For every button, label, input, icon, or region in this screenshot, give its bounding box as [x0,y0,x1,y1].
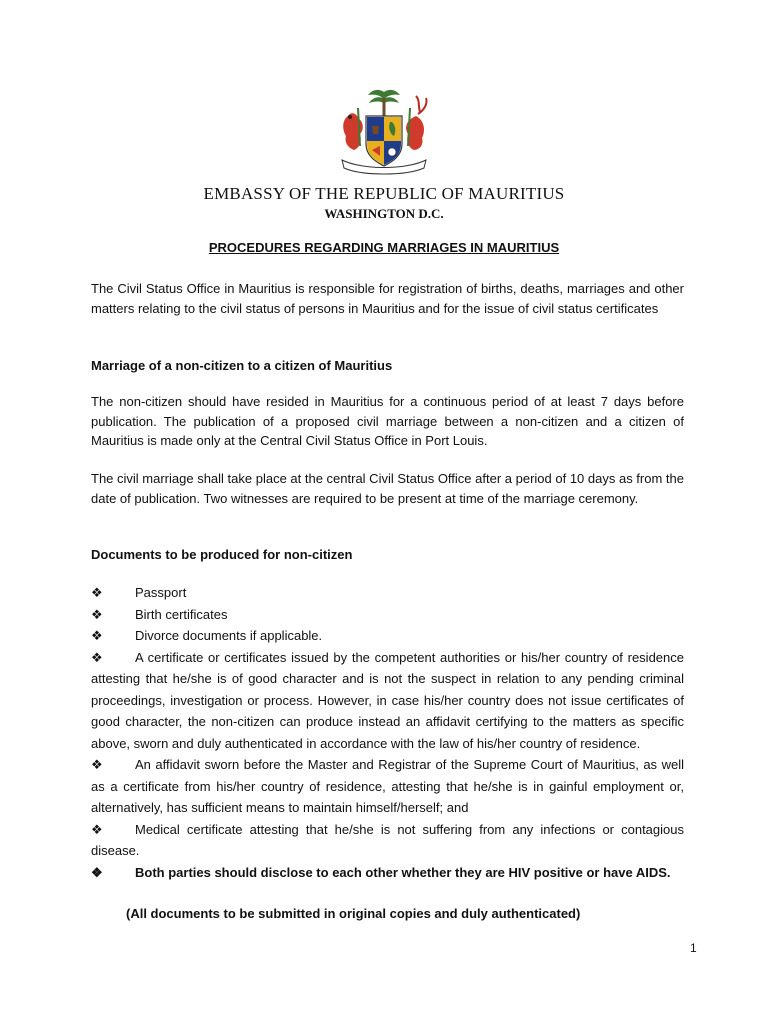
diamond-bullet-icon: ❖ [91,864,103,880]
coat-of-arms-icon [334,86,434,178]
ceremony-paragraph: The civil marriage shall take place at the central Civil Status Office after a period of 10 days as from the date of publication. Two witnesses are required to be present at time of the marriage ceremony. [91,471,684,506]
intro-paragraph: The Civil Status Office in Mauritius is responsible for registration of births, deaths, marriages and other matters relating to the civil status of persons in Mauritius and for the issue of civil status certificates [91,281,684,316]
section-title-marriage: Marriage of a non-citizen to a citizen of Mauritius [91,358,393,373]
list-item: ❖ Both parties should disclose to each other whether they are HIV positive or have AIDS. [91,862,684,884]
list-item: ❖ Birth certificates [91,604,684,626]
diamond-bullet-icon: ❖ [91,585,103,600]
list-item: ❖ An affidavit sworn before the Master and Registrar of the Supreme Court of Mauritius, as well as a certificate from his/her country of residence, attesting that he/she is in gainful employment or, alternatively, has sufficient means to maintain himself/herself; and [91,754,684,819]
embassy-title: EMBASSY OF THE REPUBLIC OF MAURITIUS [203,184,565,203]
document-heading: PROCEDURES REGARDING MARRIAGES IN MAURITIUS [208,240,560,255]
diamond-bullet-icon: ❖ [91,821,103,837]
documents-list [91,582,684,883]
embassy-city: WASHINGTON D.C. [324,206,444,221]
residence-paragraph: The non-citizen should have resided in Mauritius for a continuous period of at least 7 days before publication. The publication of a proposed civil marriage between a non-citizen and a citizen of Mauritius is made only at the Central Civil Status Office in Port Louis. [91,394,684,448]
closing-note: (All documents to be submitted in original copies and duly authenticated) [126,906,581,921]
diamond-bullet-icon: ❖ [91,606,103,622]
page-number: 1 [690,941,697,955]
section-title-documents: Documents to be produced for non-citizen [91,547,353,562]
list-item: ❖ Divorce documents if applicable. [91,625,684,647]
list-item: ❖ Passport [91,582,684,604]
diamond-bullet-icon: ❖ [91,649,103,665]
list-item: ❖ A certificate or certificates issued by the competent authorities or his/her country of residence attesting that he/she is of good character and is not the suspect in relation to any pending criminal proceedings, investigation or process. However, in case his/her country does not issue certificates of good character, the non-citizen can produce instead an affidavit certifying to the matters as specific above, sworn and duly authenticated in accordance with the law of his/her country of residence. [91,647,684,755]
list-item: ❖ Medical certificate attesting that he/she is not suffering from any infections or contagious disease. [91,819,684,862]
diamond-bullet-icon: ❖ [91,628,103,643]
diamond-bullet-icon: ❖ [91,757,103,772]
